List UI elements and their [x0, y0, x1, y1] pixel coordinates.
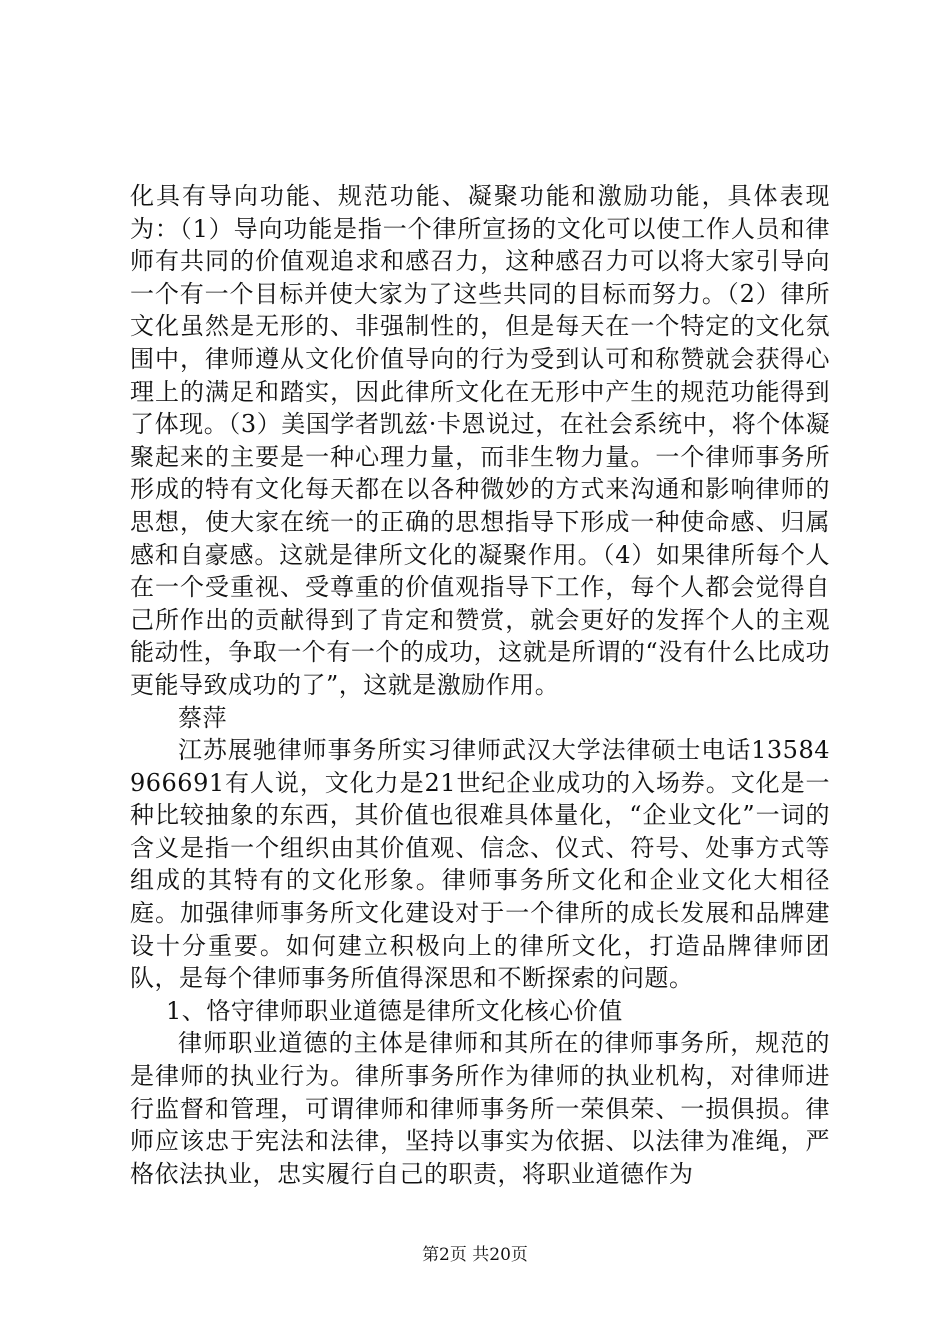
section-heading-1: 1、恪守律师职业道德是律所文化核心价值: [166, 996, 623, 1025]
body-paragraph-ethics: 律师职业道德的主体是律师和其所在的律师事务所，规范的是律师的执业行为。律所事务所作为律师的执业机构，对律师进行监督和管理，可谓律师和律师事务所一荣俱荣、一损俱损。律师应该忠于宪法和法律，坚持以事实为依据、以法律为准绳，严格依法执业，忠实履行自己的职责，将职业道德作为: [130, 1029, 830, 1188]
page-footer: 第2页 共20页: [422, 1245, 528, 1265]
document-body: [130, 180, 830, 1190]
author-name: 蔡萍: [178, 703, 227, 732]
body-paragraph-functions: 化具有导向功能、规范功能、凝聚功能和激励功能，具体表现为：（1）导向功能是指一个律所宣扬的文化可以使工作人员和律师有共同的价值观追求和感召力，这种感召力可以将大家引导向一个有一个目标并使大家为了这些共同的目标而努力。（2）律所文化虽然是无形的、非强制性的，但是每天在一个特定的文化氛围中，律师遵从文化价值导向的行为受到认可和称赞就会获得心理上的满足和踏实，因此律所文化在无形中产生的规范功能得到了体现。（3）美国学者凯兹·卡恩说过，在社会系统中，将个体凝聚起来的主要是一种心理力量，而非生物力量。一个律师事务所形成的特有文化每天都在以各种微妙的方式来沟通和影响律师的思想，使大家在统一的正确的思想指导下形成一种使命感、归属感和自豪感。这就是律所文化的凝聚作用。（4）如果律所每个人在一个受重视、受尊重的价值观指导下工作，每个人都会觉得自己所作出的贡献得到了肯定和赞赏，就会更好的发挥个人的主观能动性，争取一个有一个的成功，这就是所谓的“没有什么比成功更能导致成功的了”，这就是激励作用。: [130, 182, 830, 699]
body-paragraph-intro: 江苏展驰律师事务所实习律师武汉大学法律硕士电话13584966691有人说，文化力是21世纪企业成功的入场券。文化是一种比较抽象的东西，其价值也很难具体量化，“企业文化”一词的含义是指一个组织由其价值观、信念、仪式、符号、处事方式等组成的其特有的文化形象。律师事务所文化和企业文化大相径庭。加强律师事务所文化建设对于一个律所的成长发展和品牌建设十分重要。如何建立积极向上的律所文化，打造品牌律师团队，是每个律师事务所值得深思和不断探索的问题。: [130, 736, 830, 993]
